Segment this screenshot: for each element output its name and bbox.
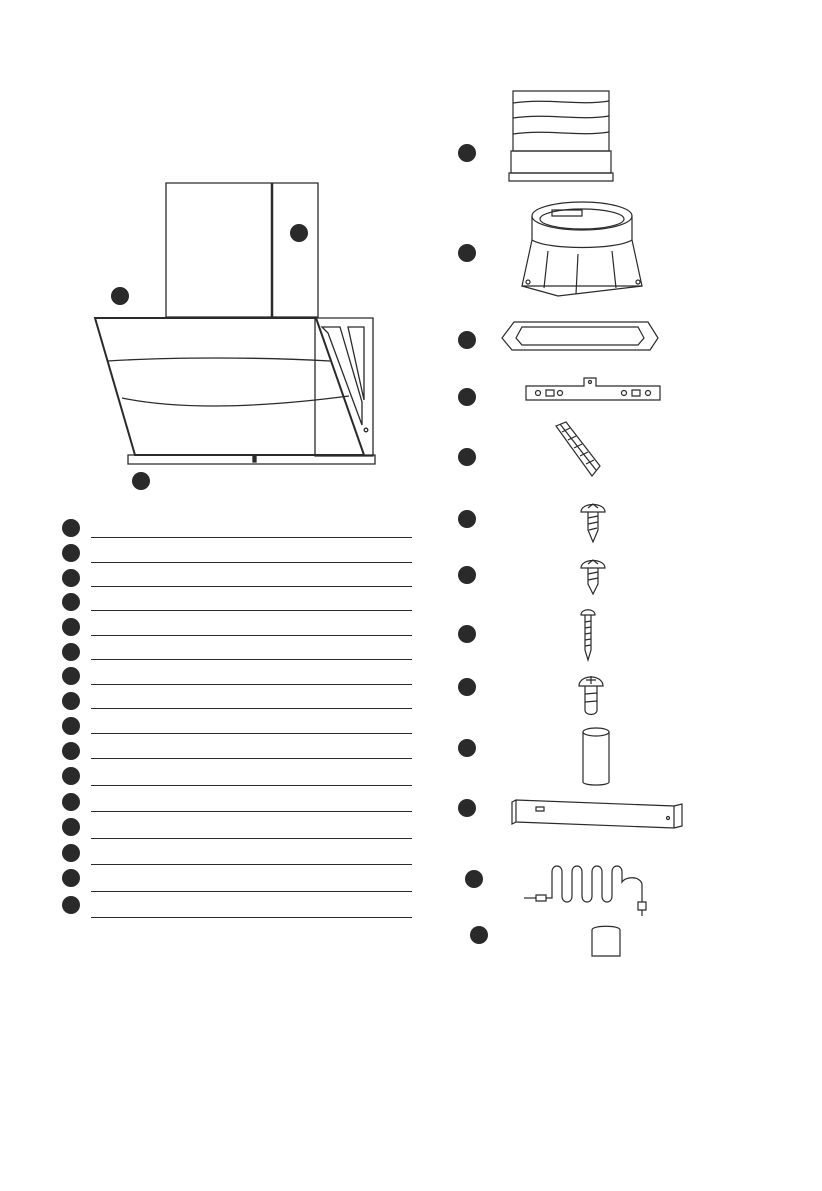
accessory-marker <box>458 448 476 466</box>
list-marker <box>62 869 80 887</box>
list-marker <box>62 593 80 611</box>
mounting-bracket-icon <box>524 376 664 408</box>
accessory-marker <box>458 331 476 349</box>
list-line <box>91 917 412 918</box>
accessory-marker <box>465 870 483 888</box>
list-marker <box>62 717 80 735</box>
list-marker <box>62 844 80 862</box>
accessory-marker <box>458 739 476 757</box>
list-line <box>91 562 412 563</box>
long-screw-icon <box>578 608 598 662</box>
list-line <box>91 537 412 538</box>
list-line <box>91 891 412 892</box>
screw-icon <box>578 556 608 596</box>
list-line <box>91 758 412 759</box>
accessory-marker <box>458 388 476 406</box>
list-line <box>91 733 412 734</box>
screw-icon <box>578 500 608 544</box>
list-marker <box>62 519 80 537</box>
list-line <box>91 864 412 865</box>
filter-pad-icon <box>588 922 624 958</box>
list-line <box>91 811 412 812</box>
list-marker <box>62 742 80 760</box>
list-marker <box>62 569 80 587</box>
list-line <box>91 586 412 587</box>
list-marker <box>62 643 80 661</box>
accessory-marker <box>458 566 476 584</box>
short-bolt-icon <box>577 672 605 718</box>
accessory-marker <box>470 926 488 944</box>
list-marker <box>62 896 80 914</box>
list-line <box>91 684 412 685</box>
list-line <box>91 610 412 611</box>
list-line <box>91 659 412 660</box>
accessory-marker <box>458 244 476 262</box>
flange-adapter-icon <box>518 196 648 300</box>
list-marker <box>62 667 80 685</box>
list-marker <box>62 767 80 785</box>
list-marker <box>62 818 80 836</box>
gasket-frame-icon <box>500 320 660 354</box>
spacer-sleeve-icon <box>580 726 612 788</box>
list-line <box>91 635 412 636</box>
accessory-marker <box>458 799 476 817</box>
list-marker <box>62 618 80 636</box>
list-marker <box>62 793 80 811</box>
list-line <box>91 785 412 786</box>
accessory-marker <box>458 678 476 696</box>
list-marker <box>62 544 80 562</box>
accessory-marker <box>458 625 476 643</box>
list-line <box>91 838 412 839</box>
wall-plug-icon <box>552 420 612 480</box>
coiled-cable-icon <box>522 862 652 918</box>
accessory-marker <box>458 144 476 162</box>
list-line <box>91 708 412 709</box>
duct-cover-icon <box>508 88 618 188</box>
list-marker <box>62 692 80 710</box>
accessory-marker <box>458 510 476 528</box>
support-bar-icon <box>510 796 688 832</box>
